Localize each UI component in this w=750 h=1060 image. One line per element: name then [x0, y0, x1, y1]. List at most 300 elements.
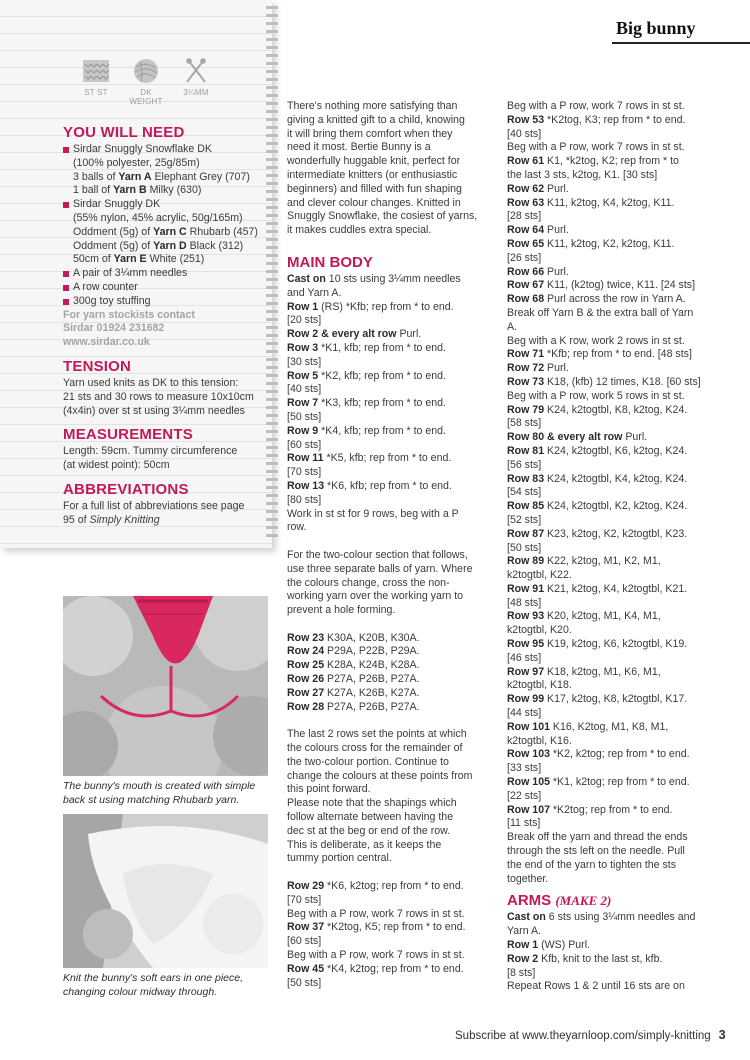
list-item — [63, 267, 268, 281]
row-instruction: (RS) *Kfb; rep from * to end. — [318, 300, 454, 313]
row-instruction: *K2, k2tog; rep from * to end. — [549, 748, 690, 761]
pattern-row — [287, 480, 495, 494]
item-text: 3 balls of — [73, 170, 119, 183]
pattern-row — [287, 328, 495, 342]
intro-line: Snuggly Snowflake, the cosiest of yarns, — [287, 210, 478, 223]
st-st-swatch — [76, 56, 116, 97]
row-instruction: Work in st st for 9 rows, beg with a P — [287, 507, 459, 520]
row-instruction: K22, k2tog, M1, K2, M1, — [544, 555, 661, 568]
pattern-row — [287, 466, 495, 480]
pattern-row — [507, 583, 712, 597]
row-instruction: P27A, P26B, P27A. — [324, 700, 420, 713]
row-instruction: Beg with a P row, work 5 rows in st st. — [507, 389, 685, 402]
two-colour-rows — [287, 632, 495, 715]
arms-make-note: (MAKE 2) — [555, 893, 612, 909]
needles-icon — [181, 56, 211, 86]
pattern-row — [287, 687, 495, 701]
caption-mouth — [63, 780, 268, 807]
measurements-line: (at widest point): 50cm — [63, 459, 170, 472]
row-instruction: k2togtbl, K20. — [507, 624, 572, 637]
tension-heading: TENSION — [63, 357, 132, 375]
pattern-row — [287, 508, 495, 522]
pattern-row — [507, 735, 712, 749]
pattern-row — [287, 935, 495, 949]
row-instruction: Purl. — [544, 362, 569, 375]
row-instruction: K24, k2togtbl, K8, k2tog, K24. — [544, 403, 688, 416]
row-instruction: *Kfb; rep from * to end. [48 sts] — [544, 348, 692, 361]
row-label: Row 45 — [287, 962, 325, 975]
row-instruction: K11, k2tog, K2, k2tog, K11. — [544, 237, 675, 250]
page-number: 3 — [718, 1028, 726, 1042]
pattern-row — [507, 279, 712, 293]
row-label: Row 81 — [507, 444, 545, 457]
paragraph-line: dec st at the beg or end of the row. — [287, 824, 451, 837]
pattern-row — [507, 707, 712, 721]
pattern-row — [287, 894, 495, 908]
row-label: Row 26 — [287, 673, 325, 686]
row-instruction: [70 sts] — [287, 466, 322, 479]
row-instruction: K18, k2tog, M1, K6, M1, — [544, 665, 661, 678]
list-item — [63, 295, 268, 309]
row-label: Row 1 — [507, 939, 539, 952]
pattern-row — [287, 287, 495, 301]
needle-size-label: 3¼MM — [183, 88, 209, 97]
pattern-row — [287, 301, 495, 315]
materials-panel — [63, 124, 268, 528]
intro-line: There's nothing more satisfying than — [287, 100, 458, 112]
row-label: Row 3 — [287, 341, 319, 354]
row-instruction: Kfb, knit to the last st, kfb. — [538, 952, 663, 965]
pattern-row — [507, 804, 712, 818]
pattern-row — [507, 542, 712, 556]
you-will-need-heading: YOU WILL NEED — [63, 124, 185, 141]
row-instruction: [48 sts] — [507, 596, 542, 609]
pattern-row — [287, 977, 495, 991]
pattern-icons — [76, 56, 226, 108]
row-label: Row 99 — [507, 693, 545, 706]
pattern-row — [507, 925, 712, 939]
row-instruction: *K2, kfb; rep from * to end. — [318, 369, 446, 382]
row-label: Row 97 — [507, 665, 545, 678]
pattern-row — [507, 528, 712, 542]
row-instruction: Purl. — [544, 182, 569, 195]
points-paragraph — [287, 728, 495, 866]
list-item — [63, 253, 268, 267]
pattern-row — [287, 494, 495, 508]
item-text: Black (312) — [186, 239, 244, 252]
pattern-row — [507, 390, 712, 404]
pattern-row — [507, 817, 712, 831]
row-instruction: the last 3 sts, k2tog, K1. [30 sts] — [507, 168, 658, 181]
item-text: 50cm of — [73, 253, 114, 266]
paragraph-line: This is deliberate, as it keeps the — [287, 838, 442, 851]
list-item — [63, 198, 268, 212]
pattern-row — [507, 183, 712, 197]
row-instruction: Beg with a P row, work 7 rows in st st. — [507, 100, 685, 112]
item-text: Sirdar Snuggly Snowflake DK — [73, 143, 212, 155]
row-instruction: [70 sts] — [287, 893, 322, 906]
row-instruction: through the sts left on the needle. Pull — [507, 845, 685, 858]
row-instruction: P27A, P26B, P27A. — [324, 673, 420, 686]
list-item — [63, 212, 268, 226]
pattern-row — [507, 252, 712, 266]
row-label: Row 89 — [507, 555, 545, 568]
row-instruction: (WS) Purl. — [538, 939, 590, 952]
row-instruction: Beg with a P row, work 7 rows in st st. — [507, 141, 685, 154]
row-instruction: Purl. — [396, 328, 422, 341]
pattern-row — [507, 748, 712, 762]
row-instruction: k2togtbl, K18. — [507, 679, 572, 692]
row-label: Row 64 — [507, 224, 545, 237]
row-instruction: [22 sts] — [507, 789, 542, 802]
row-instruction: K24, k2togtbl, K2, k2tog, K24. — [544, 500, 688, 513]
item-text: (100% polyester, 25g/85m) — [73, 156, 200, 169]
row-instruction: *K3, kfb; rep from * to end. — [318, 397, 446, 410]
row-label: Row 5 — [287, 369, 319, 382]
paragraph-line: the two-colour portion. Continue to — [287, 755, 449, 768]
pattern-row — [507, 597, 712, 611]
pattern-row — [507, 417, 712, 431]
row-instruction: [50 sts] — [287, 976, 322, 989]
intro-line: it will bring them comfort when they — [287, 127, 453, 140]
subscribe-link[interactable]: Subscribe at www.theyarnloop.com/simply-knitting — [455, 1030, 711, 1042]
list-item — [63, 143, 268, 157]
item-text: Oddment (5g) of — [73, 225, 154, 238]
yarn-label: Yarn D — [153, 239, 187, 252]
yarn-label: Yarn A — [118, 170, 152, 183]
caption-line: Knit the bunny's soft ears in one piece, — [63, 972, 244, 984]
row-instruction: Repeat Rows 1 & 2 until 16 sts are on — [507, 980, 685, 993]
paragraph-line: the colours change, cross the non- — [287, 576, 450, 589]
row-instruction: K11, (k2tog) twice, K11. [24 sts] — [544, 279, 696, 292]
paragraph-line: prevent a hole forming. — [287, 604, 396, 617]
paragraph-line: working yarn over the working yarn to — [287, 590, 464, 603]
pattern-row — [507, 953, 712, 967]
pattern-row — [507, 762, 712, 776]
bunny-ears-photo — [63, 814, 268, 968]
pattern-row — [507, 555, 712, 569]
row-label: Row 2 — [507, 952, 539, 965]
row-instruction: K20, k2tog, M1, K4, M1, — [544, 610, 661, 623]
row-label: Row 101 — [507, 720, 550, 733]
pattern-row — [507, 980, 712, 994]
row-label: Row 91 — [507, 582, 545, 595]
pattern-row — [507, 362, 712, 376]
row-instruction: row. — [287, 521, 307, 534]
intro-line: intermediate knitters (or enthusiastic — [287, 168, 458, 181]
item-text: White (251) — [146, 253, 205, 266]
abbreviations-heading: ABBREVIATIONS — [63, 480, 189, 498]
pattern-row — [507, 693, 712, 707]
row-label: Row 25 — [287, 659, 325, 672]
row-instruction: *K2tog, K5; rep from * to end. — [324, 921, 466, 934]
row-instruction: [52 sts] — [507, 513, 542, 526]
arms-heading — [507, 892, 712, 909]
row-label: Row 103 — [507, 748, 550, 761]
pattern-row — [507, 100, 712, 114]
paragraph-line: follow alternate between having the — [287, 811, 454, 824]
intro-paragraph — [287, 100, 495, 238]
row-label: Row 61 — [507, 155, 545, 168]
pattern-row — [507, 679, 712, 693]
tension-line: 21 sts and 30 rows to measure 10x10cm — [63, 390, 254, 403]
pattern-row — [287, 273, 495, 287]
row-instruction: [40 sts] — [287, 383, 322, 396]
item-text: Rhubarb (457) — [186, 225, 258, 238]
row-label: Row 93 — [507, 610, 545, 623]
pattern-row — [507, 721, 712, 735]
pattern-row — [287, 383, 495, 397]
pattern-row — [507, 486, 712, 500]
intro-line: wonderfully huggable knit, perfect for — [287, 155, 461, 168]
pattern-row — [507, 652, 712, 666]
row-instruction: Purl across the row in Yarn A. — [544, 293, 686, 306]
tension-line: Yarn used knits as DK to this tension: — [63, 376, 239, 389]
pattern-row — [287, 314, 495, 328]
row-instruction: 10 sts using 3¼mm needles — [325, 272, 461, 285]
pattern-row — [287, 880, 495, 894]
row-label: Row 80 & every alt row — [507, 431, 623, 444]
pattern-row — [287, 439, 495, 453]
row-instruction: [54 sts] — [507, 486, 542, 499]
pattern-row — [507, 114, 712, 128]
pattern-row — [287, 452, 495, 466]
row-instruction: K21, k2tog, K4, k2togtbl, K21. — [544, 582, 688, 595]
pattern-row — [507, 939, 712, 953]
row-label: Row 95 — [507, 638, 545, 651]
paragraph-line: change the colours at these points from — [287, 769, 473, 782]
row-label: Row 87 — [507, 527, 545, 540]
row-instruction: [58 sts] — [507, 417, 542, 430]
row-instruction: k2togtbl, K16. — [507, 734, 572, 747]
row-instruction: [44 sts] — [507, 707, 542, 720]
item-text: Sirdar Snuggly DK — [73, 198, 161, 211]
row-instruction: [11 sts] — [507, 817, 541, 830]
paragraph-line: this point forward. — [287, 783, 371, 796]
paragraph-line: use three separate balls of yarn. Where — [287, 562, 473, 575]
pattern-row — [287, 645, 495, 659]
pattern-row — [507, 335, 712, 349]
pattern-row — [507, 404, 712, 418]
row-instruction: K17, k2tog, K8, k2togtbl, K17. — [544, 693, 688, 706]
row-label: Row 13 — [287, 479, 325, 492]
st-st-swatch-icon — [81, 56, 111, 86]
row-instruction: *K2tog; rep from * to end. — [549, 803, 673, 816]
pattern-row — [507, 266, 712, 280]
row-label: Row 66 — [507, 265, 545, 278]
row-label: Row 27 — [287, 686, 325, 699]
pattern-row — [507, 128, 712, 142]
pattern-row — [287, 908, 495, 922]
row-instruction: Beg with a P row, work 7 rows in st st. — [287, 949, 465, 962]
materials-list — [63, 143, 268, 309]
pattern-row — [507, 831, 712, 845]
row-instruction: K24, k2togtbl, K4, k2tog, K24. — [544, 472, 688, 485]
st-st-label: ST ST — [84, 88, 108, 97]
row-label: Row 83 — [507, 472, 545, 485]
caption-line: changing colour midway through. — [63, 985, 218, 998]
pattern-row — [507, 210, 712, 224]
row-label: Row 71 — [507, 348, 545, 361]
row-label: Row 28 — [287, 700, 325, 713]
row-label: Row 2 & every alt row — [287, 328, 397, 341]
row-label: Row 1 — [287, 300, 319, 313]
row-instruction: [50 sts] — [507, 541, 542, 554]
pattern-row — [507, 348, 712, 362]
row-instruction: *K1, kfb; rep from * to end. — [318, 341, 446, 354]
needle-size — [176, 56, 216, 97]
row-instruction: [28 sts] — [507, 210, 542, 223]
page-title: Big bunny — [616, 18, 696, 38]
row-instruction: [60 sts] — [287, 935, 322, 948]
abbreviations-line: For a full list of abbreviations see page — [63, 499, 245, 512]
row-label: Cast on — [287, 272, 326, 285]
row-instruction: K30A, K20B, K30A. — [324, 631, 420, 644]
pattern-row — [507, 238, 712, 252]
row-label: Row 72 — [507, 362, 545, 375]
row-label: Row 65 — [507, 237, 545, 250]
pattern-row — [507, 169, 712, 183]
pattern-row — [287, 949, 495, 963]
row-label: Row 85 — [507, 500, 545, 513]
caption-line: back st using matching Rhubarb yarn. — [63, 793, 240, 806]
row-instruction: [20 sts] — [287, 314, 322, 327]
row-instruction: *K4, kfb; rep from * to end. — [318, 424, 446, 437]
row-instruction: *K6, kfb; rep from * to end. — [324, 479, 452, 492]
item-text: 1 ball of — [73, 184, 114, 197]
row-instruction: [8 sts] — [507, 966, 536, 979]
pattern-row — [507, 141, 712, 155]
row-label: Row 79 — [507, 403, 545, 416]
item-text: Milky (630) — [146, 184, 202, 197]
list-item — [63, 226, 268, 240]
row-label: Row 9 — [287, 424, 319, 437]
row-instruction: K16, K2tog, M1, K8, M1, — [549, 720, 669, 733]
list-item — [63, 240, 268, 254]
footer — [455, 1028, 726, 1042]
row-instruction: [60 sts] — [287, 438, 322, 451]
row-instruction: K28A, K24B, K28A. — [324, 659, 420, 672]
intro-line: need it most. Bertie Bunny is a — [287, 141, 431, 154]
paragraph-line: For the two-colour section that follows, — [287, 548, 468, 561]
caption-line: The bunny's mouth is created with simple — [63, 780, 256, 792]
row-label: Row 107 — [507, 803, 550, 816]
pattern-row — [507, 376, 712, 390]
paragraph-line: The last 2 rows set the points at which — [287, 728, 467, 741]
pattern-row — [287, 521, 495, 535]
pattern-row — [507, 293, 712, 307]
row-instruction: *K6, k2tog; rep from * to end. — [324, 880, 464, 893]
paragraph-line: tummy portion central. — [287, 852, 392, 865]
row-label: Row 29 — [287, 880, 325, 893]
intro-line: giving a knitted gift to a child, knowing — [287, 113, 465, 126]
pattern-row — [507, 307, 712, 321]
yarn-label: Yarn E — [113, 253, 147, 266]
bunny-ears-illustration — [63, 814, 268, 968]
pattern-row — [287, 659, 495, 673]
row-instruction: K23, k2tog, K2, k2togtbl, K23. — [544, 527, 688, 540]
pattern-row — [507, 859, 712, 873]
pattern-row — [287, 701, 495, 715]
pattern-row — [507, 197, 712, 211]
tension-line: (4x4in) over st st using 3¼mm needles — [63, 404, 245, 417]
yarn-label: Yarn C — [153, 225, 187, 238]
row-instruction: K11, k2tog, K4, k2tog, K11. — [544, 196, 675, 209]
pattern-row — [507, 500, 712, 514]
yarn-label: Yarn B — [113, 184, 147, 197]
bunny-mouth-illustration — [63, 596, 268, 776]
intro-line: and clever colour changes. Knitted in — [287, 196, 461, 209]
row-instruction: Purl. — [544, 224, 569, 237]
list-item — [63, 157, 268, 171]
row-label: Row 73 — [507, 375, 545, 388]
stockist-website[interactable]: www.sirdar.co.uk — [63, 336, 150, 349]
intro-line: beginners) and filled with fun shaping — [287, 182, 462, 195]
pattern-row — [507, 155, 712, 169]
measurements-line: Length: 59cm. Tummy circumference — [63, 445, 238, 458]
pattern-row — [507, 569, 712, 583]
row-instruction: *K4, k2tog; rep from * to end. — [324, 962, 464, 975]
pattern-row — [287, 963, 495, 977]
row-instruction: K18, (kfb) 12 times, K18. [60 sts] — [544, 375, 701, 388]
row-instruction: the end of the yarn to tighten the sts — [507, 858, 677, 871]
bunny-mouth-photo — [63, 596, 268, 776]
item-text: 300g toy stuffing — [73, 294, 151, 307]
row-instruction: [80 sts] — [287, 493, 322, 506]
pattern-row — [507, 431, 712, 445]
main-body-rows — [287, 273, 495, 535]
item-text: (55% nylon, 45% acrylic, 50g/165m) — [73, 211, 243, 224]
pattern-row — [507, 514, 712, 528]
row-instruction: [26 sts] — [507, 251, 542, 264]
pattern-row — [507, 459, 712, 473]
list-item — [63, 281, 268, 295]
dk-weight-label: DK WEIGHT — [129, 88, 163, 106]
row-instruction: K27A, K26B, K27A. — [324, 686, 420, 699]
row-instruction: together. — [507, 872, 549, 885]
pattern-row — [287, 370, 495, 384]
dk-weight — [126, 56, 166, 106]
pattern-row — [287, 356, 495, 370]
row-instruction: and Yarn A. — [287, 286, 342, 299]
pattern-row — [507, 776, 712, 790]
magazine-name: Simply Knitting — [89, 513, 160, 526]
item-text: Elephant Grey (707) — [151, 170, 250, 183]
pattern-row — [507, 873, 712, 887]
row-label: Row 23 — [287, 631, 325, 644]
pattern-row — [507, 638, 712, 652]
row-instruction: *K5, kfb; rep from * to end. — [323, 452, 452, 465]
pattern-row — [287, 673, 495, 687]
row-instruction: Beg with a P row, work 7 rows in st st. — [287, 907, 465, 920]
row-instruction: Break off the yarn and thread the ends — [507, 831, 688, 844]
pattern-row — [287, 397, 495, 411]
measurements-heading: MEASUREMENTS — [63, 426, 193, 444]
stockist-phone: Sirdar 01924 231682 — [63, 322, 165, 335]
arms-heading-text: ARMS — [507, 892, 552, 910]
intro-line: it makes cuddles extra special. — [287, 224, 432, 237]
row-instruction: [40 sts] — [507, 127, 542, 140]
row-label: Row 68 — [507, 293, 545, 306]
pattern-row — [507, 624, 712, 638]
item-text: Oddment (5g) of — [73, 239, 154, 252]
row-label: Row 105 — [507, 776, 550, 789]
arms-rows — [507, 911, 712, 994]
row-instruction: Purl. — [544, 265, 569, 278]
pattern-row — [287, 921, 495, 935]
pattern-row — [507, 473, 712, 487]
row-instruction: K19, k2tog, K6, k2togtbl, K19. — [544, 638, 688, 651]
